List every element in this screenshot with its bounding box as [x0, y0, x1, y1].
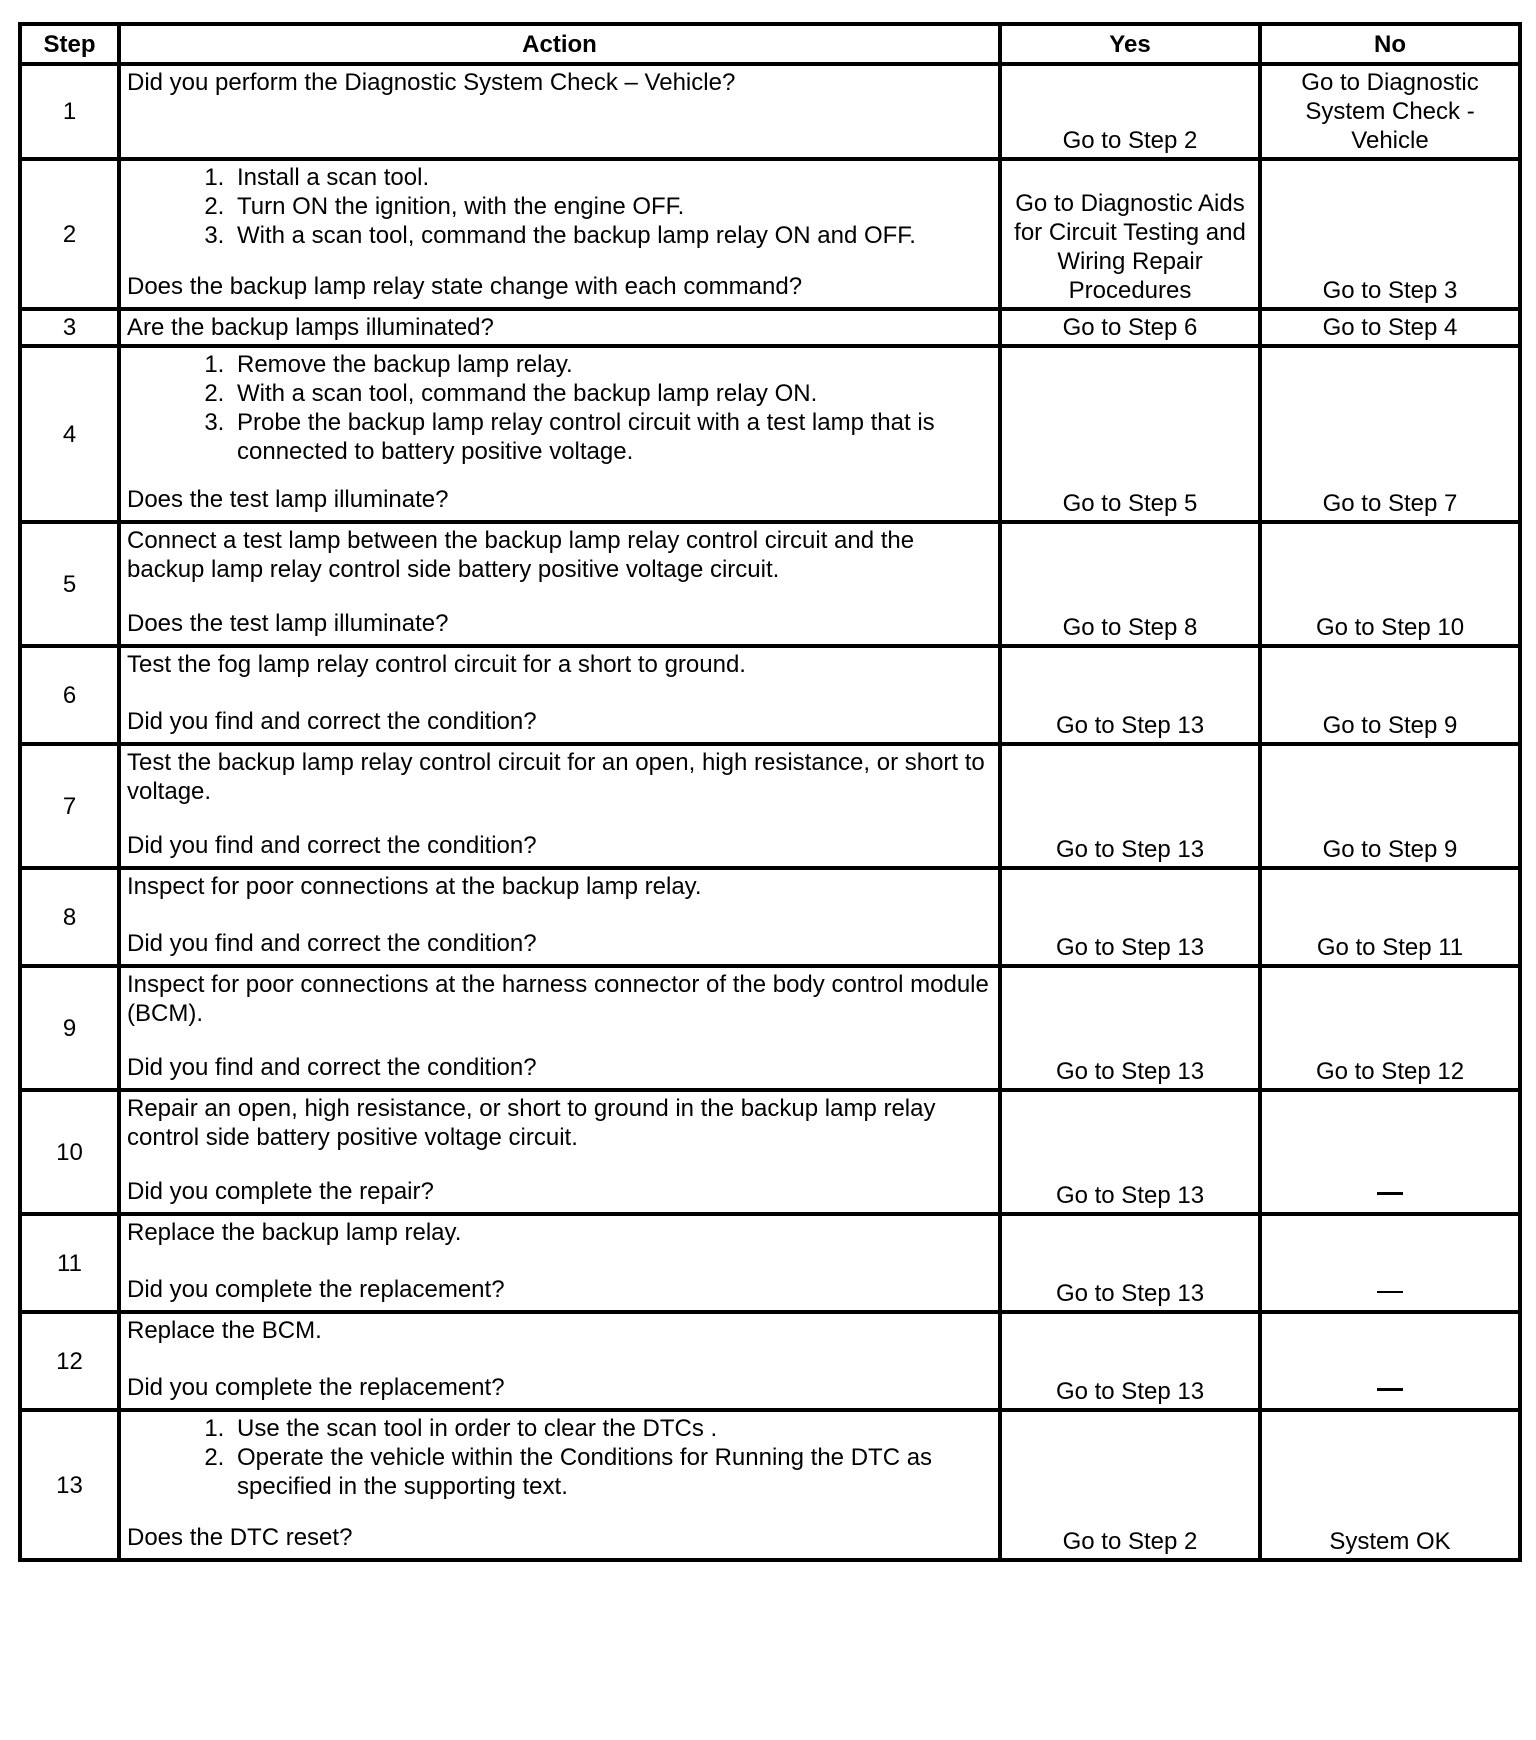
- no-result: Go to Step 4: [1260, 309, 1520, 346]
- action-question: Did you complete the replacement?: [127, 1374, 505, 1401]
- action-cell: [119, 966, 1000, 1090]
- table-row: [20, 744, 1520, 868]
- action-step-item: 1. Remove the backup lamp relay.: [231, 350, 992, 379]
- action-cell: [119, 64, 1000, 159]
- action-top: [127, 1094, 992, 1152]
- yes-result: Go to Step 13: [1000, 744, 1260, 868]
- action-content: [127, 970, 992, 1082]
- action-top: [127, 872, 992, 901]
- action-question: Did you find and correct the condition?: [127, 832, 537, 859]
- action-top: [127, 68, 992, 97]
- table-row: [20, 309, 1520, 346]
- step-number: 9: [20, 966, 119, 1090]
- no-result: [1260, 1214, 1520, 1312]
- dash-mark: [1377, 1192, 1403, 1195]
- table-row: [20, 64, 1520, 159]
- yes-result: Go to Diagnostic Aids for Circuit Testing and Wiring Repair Procedures: [1000, 159, 1260, 309]
- table-row: [20, 346, 1520, 522]
- action-cell: [119, 309, 1000, 346]
- action-question: Did you complete the repair?: [127, 1178, 434, 1205]
- action-question: Does the test lamp illuminate?: [127, 610, 449, 637]
- action-cell: [119, 346, 1000, 522]
- action-text: Inspect for poor connections at the backup lamp relay.: [127, 873, 702, 900]
- no-result: Go to Step 9: [1260, 744, 1520, 868]
- dash-mark: [1377, 1291, 1403, 1293]
- no-result: Go to Step 9: [1260, 646, 1520, 744]
- action-top: [127, 313, 992, 342]
- action-top: [127, 1218, 992, 1247]
- no-result: [1260, 1312, 1520, 1410]
- header-action: Action: [119, 24, 1000, 64]
- action-cell: [119, 1090, 1000, 1214]
- step-number: 2: [20, 159, 119, 309]
- table-row: [20, 522, 1520, 646]
- table-row: [20, 1090, 1520, 1214]
- action-content: [127, 313, 992, 342]
- action-step-item: 1. Install a scan tool.: [231, 163, 992, 192]
- action-question: Did you find and correct the condition?: [127, 930, 537, 957]
- yes-result: Go to Step 13: [1000, 1090, 1260, 1214]
- table-row: [20, 1410, 1520, 1560]
- yes-result: Go to Step 5: [1000, 346, 1260, 522]
- step-number: 10: [20, 1090, 119, 1214]
- table-row: [20, 966, 1520, 1090]
- yes-result: Go to Step 2: [1000, 64, 1260, 159]
- step-number: 1: [20, 64, 119, 159]
- header-yes: Yes: [1000, 24, 1260, 64]
- action-cell: [119, 868, 1000, 966]
- table-row: [20, 1312, 1520, 1410]
- step-number: 3: [20, 309, 119, 346]
- action-top: [127, 163, 992, 250]
- action-top: [127, 748, 992, 806]
- dash-mark: [1377, 1388, 1403, 1391]
- step-number: 13: [20, 1410, 119, 1560]
- no-result: Go to Step 11: [1260, 868, 1520, 966]
- action-steps-list: [127, 1414, 992, 1501]
- action-cell: [119, 1214, 1000, 1312]
- table-row: [20, 868, 1520, 966]
- action-top: [127, 1414, 992, 1501]
- action-content: [127, 68, 992, 144]
- table-row: [20, 1214, 1520, 1312]
- no-result: [1260, 1090, 1520, 1214]
- action-step-item: 2. Turn ON the ignition, with the engine OFF.: [231, 192, 992, 221]
- action-step-item: 2. With a scan tool, command the backup lamp relay ON.: [231, 379, 992, 408]
- no-result: Go to Diagnostic System Check - Vehicle: [1260, 64, 1520, 159]
- action-question: Did you complete the replacement?: [127, 1276, 505, 1303]
- diagnostic-table: [18, 22, 1522, 1562]
- action-cell: [119, 1410, 1000, 1560]
- action-content: [127, 350, 992, 514]
- no-result: Go to Step 12: [1260, 966, 1520, 1090]
- yes-result: Go to Step 13: [1000, 868, 1260, 966]
- no-result: Go to Step 7: [1260, 346, 1520, 522]
- no-result: System OK: [1260, 1410, 1520, 1560]
- yes-result: Go to Step 13: [1000, 966, 1260, 1090]
- action-step-item: 1. Use the scan tool in order to clear the DTCs .: [231, 1414, 992, 1443]
- action-question: Did you find and correct the condition?: [127, 708, 537, 735]
- step-number: 4: [20, 346, 119, 522]
- action-content: [127, 1414, 992, 1552]
- action-step-item: 3. With a scan tool, command the backup lamp relay ON and OFF.: [231, 221, 992, 250]
- step-number: 11: [20, 1214, 119, 1312]
- table-row: [20, 159, 1520, 309]
- action-top: [127, 650, 992, 679]
- no-result: Go to Step 3: [1260, 159, 1520, 309]
- yes-result: Go to Step 8: [1000, 522, 1260, 646]
- action-step-item: 2. Operate the vehicle within the Conditions for Running the DTC as specified in the supporting text.: [231, 1443, 992, 1501]
- action-content: [127, 872, 992, 958]
- action-top: [127, 350, 992, 466]
- header-no: No: [1260, 24, 1520, 64]
- table-row: [20, 646, 1520, 744]
- action-steps-list: [127, 350, 992, 466]
- action-question: Does the DTC reset?: [127, 1524, 353, 1551]
- action-text: Did you perform the Diagnostic System Check – Vehicle?: [127, 69, 736, 96]
- action-content: [127, 650, 992, 736]
- action-cell: [119, 744, 1000, 868]
- action-content: [127, 1316, 992, 1402]
- action-text: Test the fog lamp relay control circuit for a short to ground.: [127, 651, 746, 678]
- action-question: Does the backup lamp relay state change with each command?: [127, 273, 803, 300]
- step-number: 5: [20, 522, 119, 646]
- action-cell: [119, 522, 1000, 646]
- header-step: Step: [20, 24, 119, 64]
- action-question: Does the test lamp illuminate?: [127, 486, 449, 513]
- action-text: Replace the backup lamp relay.: [127, 1219, 462, 1246]
- action-cell: [119, 159, 1000, 309]
- action-text: Are the backup lamps illuminated?: [127, 314, 494, 341]
- action-steps-list: [127, 163, 992, 250]
- no-result: Go to Step 10: [1260, 522, 1520, 646]
- action-text: Replace the BCM.: [127, 1317, 322, 1344]
- step-number: 12: [20, 1312, 119, 1410]
- yes-result: Go to Step 6: [1000, 309, 1260, 346]
- action-cell: [119, 646, 1000, 744]
- step-number: 8: [20, 868, 119, 966]
- yes-result: Go to Step 13: [1000, 1312, 1260, 1410]
- action-content: [127, 526, 992, 638]
- action-content: [127, 1218, 992, 1304]
- action-top: [127, 970, 992, 1028]
- yes-result: Go to Step 2: [1000, 1410, 1260, 1560]
- action-step-item: 3. Probe the backup lamp relay control circuit with a test lamp that is connected to battery positive voltage.: [231, 408, 992, 466]
- yes-result: Go to Step 13: [1000, 1214, 1260, 1312]
- yes-result: Go to Step 13: [1000, 646, 1260, 744]
- step-number: 7: [20, 744, 119, 868]
- action-content: [127, 163, 992, 301]
- action-text: Repair an open, high resistance, or short to ground in the backup lamp relay control side battery positive voltage circuit.: [127, 1095, 936, 1151]
- action-cell: [119, 1312, 1000, 1410]
- action-text: Test the backup lamp relay control circuit for an open, high resistance, or short to voltage.: [127, 749, 985, 805]
- action-text: Inspect for poor connections at the harness connector of the body control module (BCM).: [127, 971, 989, 1027]
- action-question: Did you find and correct the condition?: [127, 1054, 537, 1081]
- action-content: [127, 748, 992, 860]
- step-number: 6: [20, 646, 119, 744]
- action-top: [127, 526, 992, 584]
- action-content: [127, 1094, 992, 1206]
- action-text: Connect a test lamp between the backup lamp relay control circuit and the backup lamp relay control side battery positive voltage circuit.: [127, 527, 915, 583]
- header-row: [20, 24, 1520, 64]
- action-top: [127, 1316, 992, 1345]
